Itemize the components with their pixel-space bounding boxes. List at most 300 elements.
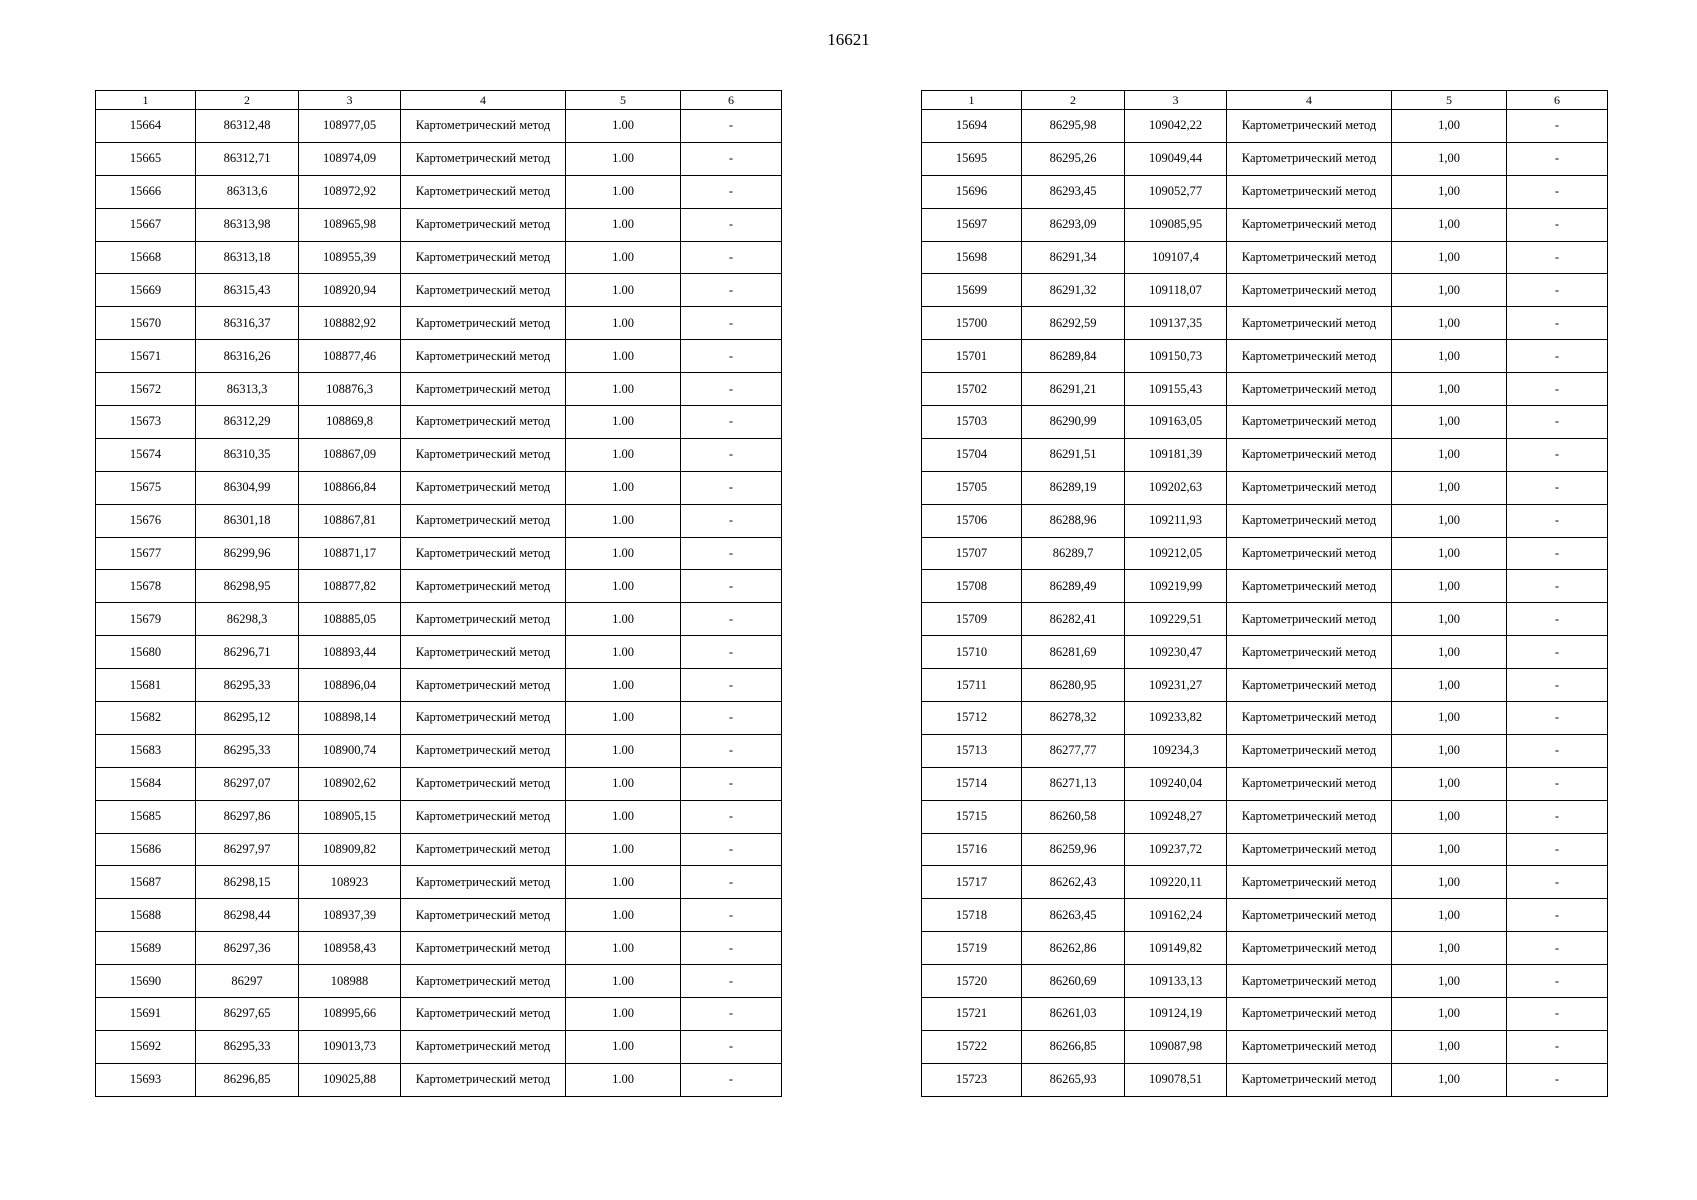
table-row (96, 636, 782, 669)
accuracy-cell: 1,00 (1392, 866, 1507, 899)
table-row (96, 866, 782, 899)
y-coordinate-cell: 108974,09 (299, 142, 401, 175)
method-cell: Картометрический метод (401, 373, 566, 406)
note-cell: - (1507, 965, 1608, 998)
method-cell: Картометрический метод (401, 471, 566, 504)
table-row (922, 537, 1608, 570)
note-cell: - (681, 734, 782, 767)
note-cell: - (1507, 142, 1608, 175)
table-row (96, 570, 782, 603)
method-cell: Картометрический метод (401, 702, 566, 735)
x-coordinate-cell: 86266,85 (1022, 1030, 1125, 1063)
x-coordinate-cell: 86291,34 (1022, 241, 1125, 274)
accuracy-cell: 1,00 (1392, 1063, 1507, 1096)
column-header: 6 (1507, 91, 1608, 110)
y-coordinate-cell: 108871,17 (299, 537, 401, 570)
note-cell: - (1507, 734, 1608, 767)
point-number-cell: 15700 (922, 307, 1022, 340)
x-coordinate-cell: 86265,93 (1022, 1063, 1125, 1096)
y-coordinate-cell: 109150,73 (1125, 340, 1227, 373)
accuracy-cell: 1.00 (566, 669, 681, 702)
method-cell: Картометрический метод (401, 932, 566, 965)
accuracy-cell: 1,00 (1392, 998, 1507, 1031)
y-coordinate-cell: 108882,92 (299, 307, 401, 340)
method-cell: Картометрический метод (1227, 702, 1392, 735)
table-row (96, 1063, 782, 1096)
accuracy-cell: 1,00 (1392, 340, 1507, 373)
y-coordinate-cell: 109085,95 (1125, 208, 1227, 241)
x-coordinate-cell: 86298,44 (196, 899, 299, 932)
note-cell: - (681, 998, 782, 1031)
method-cell: Картометрический метод (1227, 504, 1392, 537)
x-coordinate-cell: 86298,95 (196, 570, 299, 603)
x-coordinate-cell: 86260,69 (1022, 965, 1125, 998)
y-coordinate-cell: 108905,15 (299, 800, 401, 833)
y-coordinate-cell: 108995,66 (299, 998, 401, 1031)
x-coordinate-cell: 86280,95 (1022, 669, 1125, 702)
table-row (96, 899, 782, 932)
accuracy-cell: 1,00 (1392, 274, 1507, 307)
x-coordinate-cell: 86291,32 (1022, 274, 1125, 307)
y-coordinate-cell: 108877,82 (299, 570, 401, 603)
point-number-cell: 15723 (922, 1063, 1022, 1096)
note-cell: - (1507, 669, 1608, 702)
note-cell: - (681, 208, 782, 241)
point-number-cell: 15671 (96, 340, 196, 373)
point-number-cell: 15664 (96, 110, 196, 143)
point-number-cell: 15683 (96, 734, 196, 767)
accuracy-cell: 1.00 (566, 767, 681, 800)
point-number-cell: 15690 (96, 965, 196, 998)
column-header: 3 (1125, 91, 1227, 110)
x-coordinate-cell: 86297,36 (196, 932, 299, 965)
note-cell: - (681, 899, 782, 932)
method-cell: Картометрический метод (1227, 866, 1392, 899)
method-cell: Картометрический метод (1227, 373, 1392, 406)
table-row (922, 142, 1608, 175)
column-header: 4 (1227, 91, 1392, 110)
x-coordinate-cell: 86312,48 (196, 110, 299, 143)
accuracy-cell: 1.00 (566, 1063, 681, 1096)
point-number-cell: 15672 (96, 373, 196, 406)
accuracy-cell: 1.00 (566, 800, 681, 833)
table-row (922, 866, 1608, 899)
point-number-cell: 15684 (96, 767, 196, 800)
column-header: 2 (196, 91, 299, 110)
x-coordinate-cell: 86313,98 (196, 208, 299, 241)
accuracy-cell: 1.00 (566, 537, 681, 570)
point-number-cell: 15703 (922, 406, 1022, 439)
table-row (96, 998, 782, 1031)
method-cell: Картометрический метод (1227, 175, 1392, 208)
method-cell: Картометрический метод (1227, 998, 1392, 1031)
note-cell: - (681, 636, 782, 669)
table-row (96, 438, 782, 471)
table-row (922, 241, 1608, 274)
note-cell: - (681, 504, 782, 537)
note-cell: - (1507, 603, 1608, 636)
y-coordinate-cell: 109234,3 (1125, 734, 1227, 767)
point-number-cell: 15687 (96, 866, 196, 899)
point-number-cell: 15673 (96, 406, 196, 439)
note-cell: - (1507, 998, 1608, 1031)
method-cell: Картометрический метод (401, 110, 566, 143)
note-cell: - (681, 471, 782, 504)
point-number-cell: 15691 (96, 998, 196, 1031)
method-cell: Картометрический метод (1227, 142, 1392, 175)
table-row (922, 767, 1608, 800)
accuracy-cell: 1.00 (566, 899, 681, 932)
y-coordinate-cell: 108900,74 (299, 734, 401, 767)
x-coordinate-cell: 86299,96 (196, 537, 299, 570)
column-header: 6 (681, 91, 782, 110)
y-coordinate-cell: 109118,07 (1125, 274, 1227, 307)
y-coordinate-cell: 109155,43 (1125, 373, 1227, 406)
method-cell: Картометрический метод (401, 767, 566, 800)
method-cell: Картометрический метод (1227, 965, 1392, 998)
note-cell: - (681, 965, 782, 998)
x-coordinate-cell: 86313,3 (196, 373, 299, 406)
note-cell: - (1507, 570, 1608, 603)
method-cell: Картометрический метод (401, 1030, 566, 1063)
point-number-cell: 15721 (922, 998, 1022, 1031)
x-coordinate-cell: 86312,71 (196, 142, 299, 175)
x-coordinate-cell: 86297,65 (196, 998, 299, 1031)
x-coordinate-cell: 86282,41 (1022, 603, 1125, 636)
x-coordinate-cell: 86296,71 (196, 636, 299, 669)
coordinates-table-right (921, 90, 1608, 1097)
column-header: 3 (299, 91, 401, 110)
accuracy-cell: 1.00 (566, 998, 681, 1031)
method-cell: Картометрический метод (1227, 1030, 1392, 1063)
x-coordinate-cell: 86315,43 (196, 274, 299, 307)
point-number-cell: 15678 (96, 570, 196, 603)
x-coordinate-cell: 86301,18 (196, 504, 299, 537)
note-cell: - (1507, 208, 1608, 241)
accuracy-cell: 1.00 (566, 965, 681, 998)
accuracy-cell: 1,00 (1392, 965, 1507, 998)
y-coordinate-cell: 109229,51 (1125, 603, 1227, 636)
accuracy-cell: 1,00 (1392, 504, 1507, 537)
table-row (96, 767, 782, 800)
note-cell: - (1507, 767, 1608, 800)
y-coordinate-cell: 108867,09 (299, 438, 401, 471)
method-cell: Картометрический метод (401, 965, 566, 998)
point-number-cell: 15693 (96, 1063, 196, 1096)
y-coordinate-cell: 109248,27 (1125, 800, 1227, 833)
note-cell: - (681, 932, 782, 965)
method-cell: Картометрический метод (1227, 307, 1392, 340)
accuracy-cell: 1.00 (566, 274, 681, 307)
point-number-cell: 15718 (922, 899, 1022, 932)
accuracy-cell: 1,00 (1392, 406, 1507, 439)
note-cell: - (681, 175, 782, 208)
x-coordinate-cell: 86289,49 (1022, 570, 1125, 603)
accuracy-cell: 1,00 (1392, 899, 1507, 932)
method-cell: Картометрический метод (1227, 110, 1392, 143)
y-coordinate-cell: 108866,84 (299, 471, 401, 504)
y-coordinate-cell: 109181,39 (1125, 438, 1227, 471)
x-coordinate-cell: 86278,32 (1022, 702, 1125, 735)
point-number-cell: 15713 (922, 734, 1022, 767)
method-cell: Картометрический метод (1227, 274, 1392, 307)
table-row (922, 110, 1608, 143)
method-cell: Картометрический метод (401, 636, 566, 669)
y-coordinate-cell: 108988 (299, 965, 401, 998)
note-cell: - (1507, 833, 1608, 866)
y-coordinate-cell: 109025,88 (299, 1063, 401, 1096)
method-cell: Картометрический метод (1227, 800, 1392, 833)
table-row (922, 734, 1608, 767)
method-cell: Картометрический метод (1227, 570, 1392, 603)
note-cell: - (1507, 241, 1608, 274)
x-coordinate-cell: 86259,96 (1022, 833, 1125, 866)
point-number-cell: 15705 (922, 471, 1022, 504)
point-number-cell: 15686 (96, 833, 196, 866)
table-row (922, 603, 1608, 636)
table-row (922, 932, 1608, 965)
table-row (922, 504, 1608, 537)
table-row (96, 932, 782, 965)
accuracy-cell: 1.00 (566, 504, 681, 537)
table-row (96, 669, 782, 702)
table-row (96, 537, 782, 570)
table-row (96, 471, 782, 504)
point-number-cell: 15692 (96, 1030, 196, 1063)
method-cell: Картометрический метод (401, 800, 566, 833)
x-coordinate-cell: 86295,26 (1022, 142, 1125, 175)
note-cell: - (681, 570, 782, 603)
method-cell: Картометрический метод (401, 504, 566, 537)
y-coordinate-cell: 108869,8 (299, 406, 401, 439)
column-header: 5 (566, 91, 681, 110)
accuracy-cell: 1,00 (1392, 142, 1507, 175)
accuracy-cell: 1,00 (1392, 636, 1507, 669)
table-row (96, 208, 782, 241)
accuracy-cell: 1.00 (566, 373, 681, 406)
accuracy-cell: 1.00 (566, 208, 681, 241)
table-row (922, 833, 1608, 866)
x-coordinate-cell: 86312,29 (196, 406, 299, 439)
y-coordinate-cell: 109220,11 (1125, 866, 1227, 899)
x-coordinate-cell: 86304,99 (196, 471, 299, 504)
y-coordinate-cell: 108958,43 (299, 932, 401, 965)
method-cell: Картометрический метод (1227, 636, 1392, 669)
note-cell: - (1507, 175, 1608, 208)
column-header: 1 (922, 91, 1022, 110)
method-cell: Картометрический метод (1227, 1063, 1392, 1096)
table-row (922, 899, 1608, 932)
column-header: 4 (401, 91, 566, 110)
accuracy-cell: 1,00 (1392, 537, 1507, 570)
x-coordinate-cell: 86281,69 (1022, 636, 1125, 669)
note-cell: - (1507, 636, 1608, 669)
method-cell: Картометрический метод (1227, 767, 1392, 800)
table-row (96, 274, 782, 307)
accuracy-cell: 1.00 (566, 438, 681, 471)
point-number-cell: 15706 (922, 504, 1022, 537)
table-row (96, 800, 782, 833)
accuracy-cell: 1,00 (1392, 471, 1507, 504)
point-number-cell: 15688 (96, 899, 196, 932)
table-row (922, 274, 1608, 307)
x-coordinate-cell: 86289,19 (1022, 471, 1125, 504)
method-cell: Картометрический метод (401, 899, 566, 932)
accuracy-cell: 1.00 (566, 702, 681, 735)
note-cell: - (1507, 1063, 1608, 1096)
x-coordinate-cell: 86296,85 (196, 1063, 299, 1096)
table-row (922, 340, 1608, 373)
note-cell: - (681, 406, 782, 439)
point-number-cell: 15722 (922, 1030, 1022, 1063)
y-coordinate-cell: 108885,05 (299, 603, 401, 636)
table-row (96, 307, 782, 340)
point-number-cell: 15679 (96, 603, 196, 636)
accuracy-cell: 1.00 (566, 866, 681, 899)
x-coordinate-cell: 86297,07 (196, 767, 299, 800)
x-coordinate-cell: 86260,58 (1022, 800, 1125, 833)
x-coordinate-cell: 86291,51 (1022, 438, 1125, 471)
point-number-cell: 15694 (922, 110, 1022, 143)
accuracy-cell: 1,00 (1392, 800, 1507, 833)
x-coordinate-cell: 86262,43 (1022, 866, 1125, 899)
table-row (96, 603, 782, 636)
note-cell: - (681, 340, 782, 373)
table-row (96, 734, 782, 767)
table-row (922, 307, 1608, 340)
note-cell: - (1507, 307, 1608, 340)
accuracy-cell: 1,00 (1392, 373, 1507, 406)
point-number-cell: 15717 (922, 866, 1022, 899)
y-coordinate-cell: 109042,22 (1125, 110, 1227, 143)
y-coordinate-cell: 109202,63 (1125, 471, 1227, 504)
x-coordinate-cell: 86292,59 (1022, 307, 1125, 340)
x-coordinate-cell: 86298,15 (196, 866, 299, 899)
point-number-cell: 15709 (922, 603, 1022, 636)
table-row (922, 570, 1608, 603)
table-row (96, 833, 782, 866)
table-row (922, 636, 1608, 669)
method-cell: Картометрический метод (401, 208, 566, 241)
table-row (922, 1030, 1608, 1063)
note-cell: - (681, 241, 782, 274)
method-cell: Картометрический метод (1227, 208, 1392, 241)
method-cell: Картометрический метод (1227, 241, 1392, 274)
x-coordinate-cell: 86262,86 (1022, 932, 1125, 965)
note-cell: - (1507, 504, 1608, 537)
x-coordinate-cell: 86310,35 (196, 438, 299, 471)
table-row (96, 373, 782, 406)
method-cell: Картометрический метод (401, 406, 566, 439)
accuracy-cell: 1,00 (1392, 669, 1507, 702)
column-header: 5 (1392, 91, 1507, 110)
y-coordinate-cell: 109240,04 (1125, 767, 1227, 800)
method-cell: Картометрический метод (1227, 669, 1392, 702)
y-coordinate-cell: 109231,27 (1125, 669, 1227, 702)
x-coordinate-cell: 86261,03 (1022, 998, 1125, 1031)
method-cell: Картометрический метод (401, 307, 566, 340)
note-cell: - (681, 307, 782, 340)
note-cell: - (681, 833, 782, 866)
method-cell: Картометрический метод (1227, 406, 1392, 439)
x-coordinate-cell: 86289,7 (1022, 537, 1125, 570)
y-coordinate-cell: 108909,82 (299, 833, 401, 866)
x-coordinate-cell: 86288,96 (1022, 504, 1125, 537)
x-coordinate-cell: 86316,37 (196, 307, 299, 340)
note-cell: - (1507, 537, 1608, 570)
note-cell: - (1507, 373, 1608, 406)
accuracy-cell: 1.00 (566, 932, 681, 965)
table-row (96, 175, 782, 208)
point-number-cell: 15668 (96, 241, 196, 274)
note-cell: - (1507, 438, 1608, 471)
note-cell: - (681, 800, 782, 833)
y-coordinate-cell: 109212,05 (1125, 537, 1227, 570)
y-coordinate-cell: 109052,77 (1125, 175, 1227, 208)
x-coordinate-cell: 86295,33 (196, 734, 299, 767)
x-coordinate-cell: 86297,97 (196, 833, 299, 866)
note-cell: - (1507, 471, 1608, 504)
y-coordinate-cell: 108902,62 (299, 767, 401, 800)
note-cell: - (681, 1030, 782, 1063)
note-cell: - (681, 1063, 782, 1096)
point-number-cell: 15702 (922, 373, 1022, 406)
x-coordinate-cell: 86295,12 (196, 702, 299, 735)
note-cell: - (1507, 1030, 1608, 1063)
method-cell: Картометрический метод (401, 998, 566, 1031)
note-cell: - (681, 274, 782, 307)
point-number-cell: 15699 (922, 274, 1022, 307)
point-number-cell: 15720 (922, 965, 1022, 998)
accuracy-cell: 1,00 (1392, 603, 1507, 636)
accuracy-cell: 1.00 (566, 636, 681, 669)
table-row (96, 702, 782, 735)
x-coordinate-cell: 86297 (196, 965, 299, 998)
note-cell: - (681, 373, 782, 406)
note-cell: - (681, 142, 782, 175)
y-coordinate-cell: 108876,3 (299, 373, 401, 406)
table-row (922, 208, 1608, 241)
point-number-cell: 15698 (922, 241, 1022, 274)
table-row (922, 965, 1608, 998)
point-number-cell: 15696 (922, 175, 1022, 208)
table-row (922, 1063, 1608, 1096)
y-coordinate-cell: 108937,39 (299, 899, 401, 932)
accuracy-cell: 1.00 (566, 241, 681, 274)
y-coordinate-cell: 109124,19 (1125, 998, 1227, 1031)
accuracy-cell: 1.00 (566, 175, 681, 208)
point-number-cell: 15675 (96, 471, 196, 504)
note-cell: - (681, 767, 782, 800)
note-cell: - (1507, 800, 1608, 833)
accuracy-cell: 1.00 (566, 603, 681, 636)
x-coordinate-cell: 86277,77 (1022, 734, 1125, 767)
accuracy-cell: 1.00 (566, 734, 681, 767)
method-cell: Картометрический метод (401, 241, 566, 274)
point-number-cell: 15697 (922, 208, 1022, 241)
method-cell: Картометрический метод (1227, 603, 1392, 636)
table-row (922, 998, 1608, 1031)
method-cell: Картометрический метод (401, 669, 566, 702)
note-cell: - (681, 438, 782, 471)
y-coordinate-cell: 109087,98 (1125, 1030, 1227, 1063)
y-coordinate-cell: 108893,44 (299, 636, 401, 669)
accuracy-cell: 1,00 (1392, 175, 1507, 208)
accuracy-cell: 1,00 (1392, 702, 1507, 735)
accuracy-cell: 1.00 (566, 1030, 681, 1063)
accuracy-cell: 1,00 (1392, 307, 1507, 340)
y-coordinate-cell: 108896,04 (299, 669, 401, 702)
